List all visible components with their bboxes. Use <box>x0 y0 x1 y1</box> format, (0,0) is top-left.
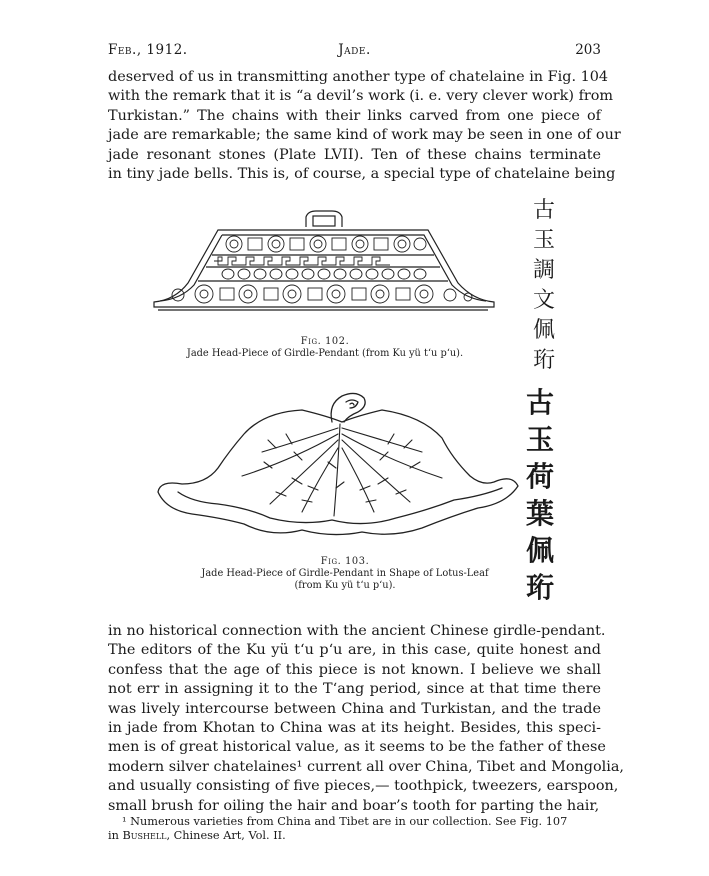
figure-102-illustration <box>148 205 498 325</box>
footnote-line: ¹ Numerous varieties from China and Tibet are in our collection. See Fig. 107 <box>122 815 568 828</box>
chinese-character: 玉 <box>532 228 555 253</box>
chinese-character: 古 <box>532 198 555 223</box>
figure-103-caption <box>170 556 520 592</box>
chinese-character: 佩 <box>532 318 555 343</box>
figure-103-caption-source: (from Ku yü t‘u p‘u). <box>294 580 396 591</box>
text-line: small brush for oiling the hair and boar’s tooth for parting the hair, <box>108 797 600 814</box>
text-line: in tiny jade bells. This is, of course, a special type of chatelaine being <box>108 166 616 183</box>
text-line: The editors of the Ku yü t‘u p‘u are, in this case, quite honest and <box>108 642 601 659</box>
figure-103-chinese-title <box>516 384 564 606</box>
header-title: Jade. <box>338 42 371 58</box>
header-date: Feb., 1912. <box>108 42 188 58</box>
figure-103-caption-text: Jade Head-Piece of Girdle-Pendant in Shape of Lotus-Leaf <box>201 568 489 579</box>
figure-102-caption-text: Jade Head-Piece of Girdle-Pendant (from Ku yü t‘u p‘u). <box>186 348 464 359</box>
text-line: men is of great historical value, as it seems to be the father of these <box>108 739 606 756</box>
chinese-character: 玉 <box>525 423 554 456</box>
footnote-prefix: in <box>108 829 119 842</box>
footnote-author: Bushell <box>122 829 167 842</box>
chinese-character: 文 <box>532 288 555 313</box>
text-line: in no historical connection with the ancient Chinese girdle-pendant. <box>108 623 606 639</box>
text-line: and usually consisting of five pieces,— toothpick, tweezers, earspoon, <box>108 778 619 795</box>
text-line: in jade from Khotan to China was at its height. Besides, this speci- <box>108 720 601 737</box>
figure-102-caption <box>160 336 490 360</box>
text-line: confess that the age of this piece is not known. I believe we shall <box>108 661 601 678</box>
footnote-source: , Chinese Art, Vol. II. <box>166 829 286 842</box>
text-line: jade are remarkable; the same kind of work may be seen in one of our <box>108 127 621 144</box>
footnote-line <box>108 829 601 843</box>
chinese-character: 荷 <box>525 460 554 493</box>
chinese-character: 調 <box>532 258 555 283</box>
text-line: not err in assigning it to the T‘ang period, since at that time there <box>108 681 601 698</box>
chinese-character: 佩 <box>525 534 554 567</box>
paragraph-bottom <box>108 622 625 816</box>
text-line: deserved of us in transmitting another type of chatelaine in Fig. 104 <box>108 69 609 85</box>
text-line: with the remark that it is “a devil’s work (i. e. very clever work) from <box>108 88 614 105</box>
figure-103-illustration <box>152 388 528 548</box>
page-number: 203 <box>575 42 601 58</box>
chinese-character: 葉 <box>525 497 554 530</box>
figure-102-chinese-title <box>524 196 564 376</box>
text-line: jade resonant stones (Plate LVII). Ten of these chains terminate <box>108 146 601 163</box>
figure-102-label: Fig. 102. <box>300 336 350 347</box>
paragraph-top <box>108 68 621 184</box>
footnote <box>108 815 601 843</box>
chinese-character: 珩 <box>525 571 554 604</box>
chinese-character: 珩 <box>532 348 555 373</box>
text-line: modern silver chatelaines¹ current all over China, Tibet and Mongolia, <box>108 758 625 775</box>
text-line: was lively intercourse between China and Turkistan, and the trade <box>108 700 601 717</box>
figure-103-label: Fig. 103. <box>320 556 370 567</box>
chinese-character: 古 <box>525 386 554 419</box>
running-head <box>108 42 601 62</box>
text-line: Turkistan.” The chains with their links carved from one piece of <box>108 107 601 124</box>
